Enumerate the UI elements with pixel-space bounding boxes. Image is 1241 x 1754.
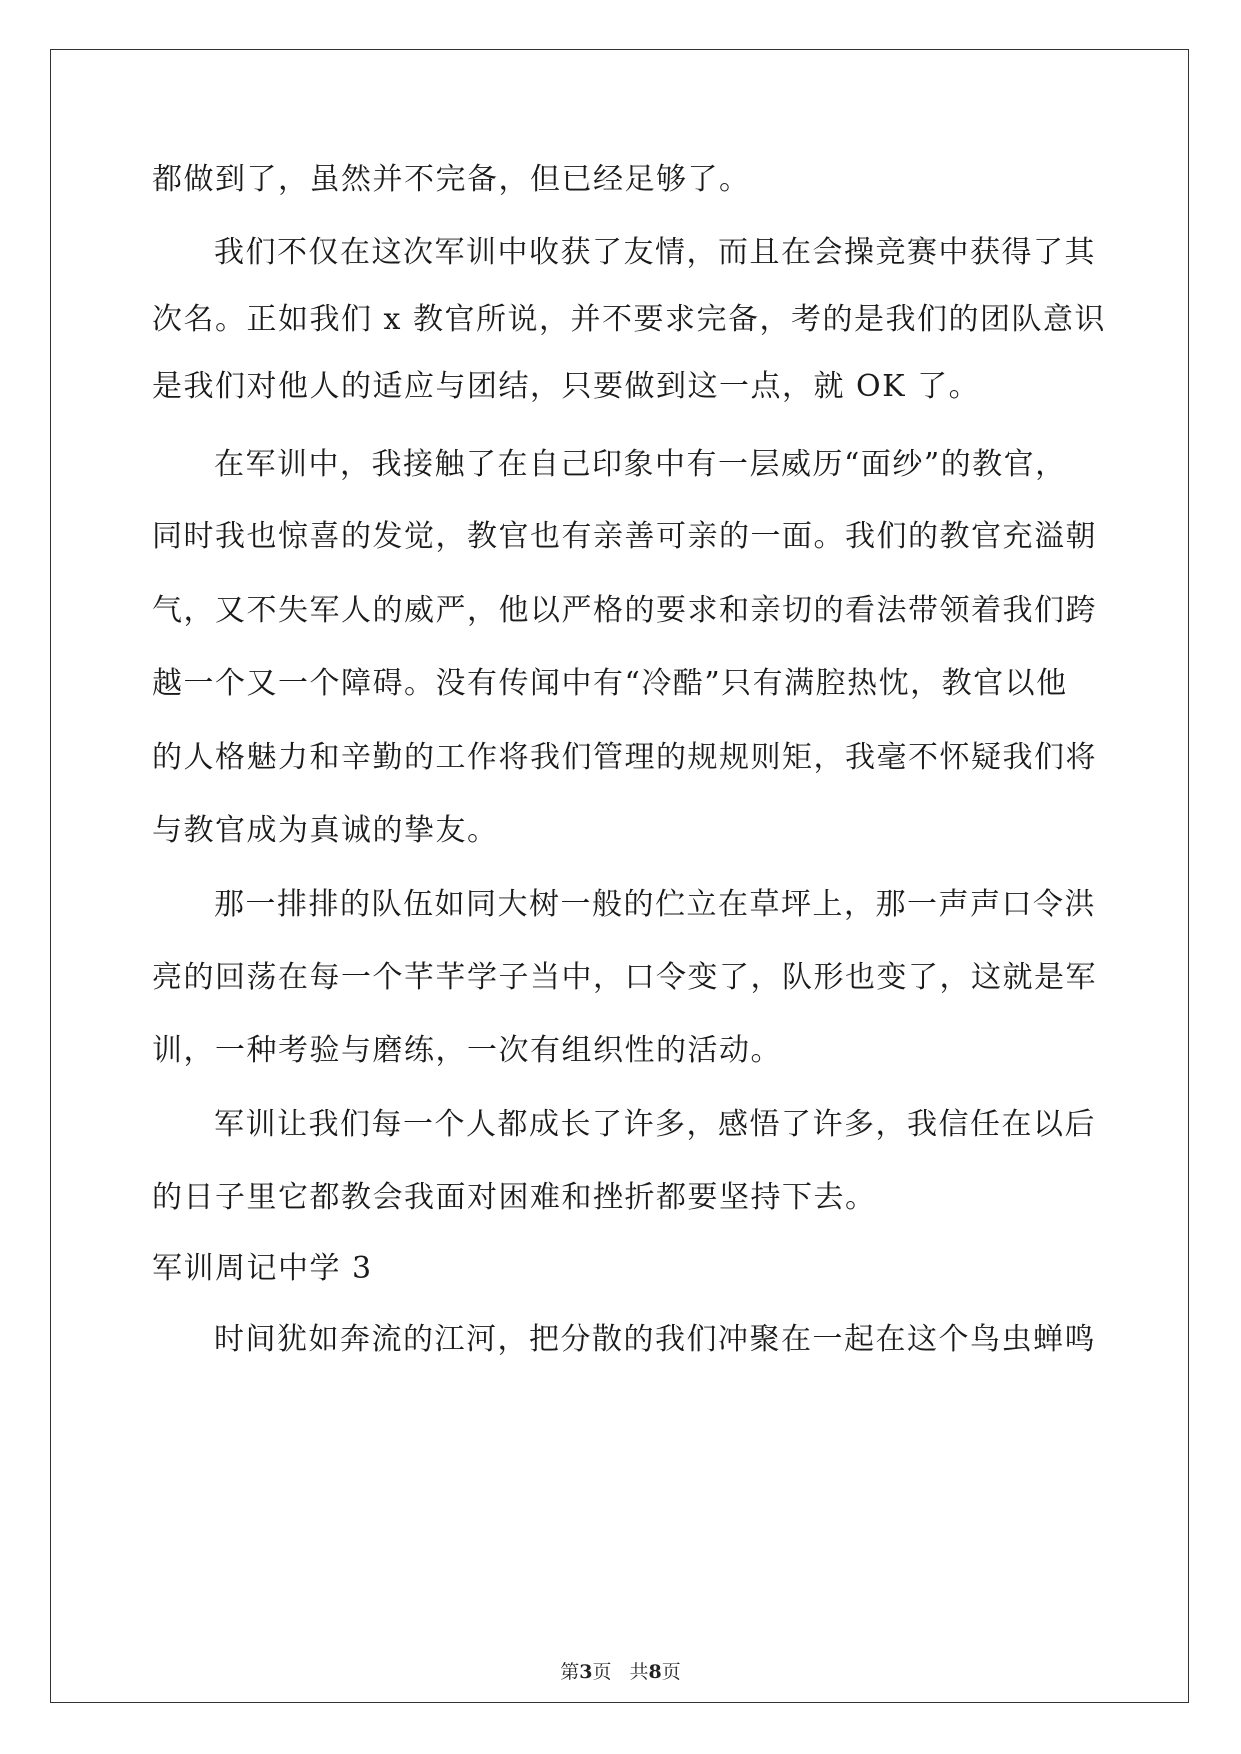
paragraph-first-line: 时间犹如奔流的江河，把分散的我们冲聚在一起在这个鸟虫蝉鸣 xyxy=(214,1322,1096,1357)
text-line: 是我们对他人的适应与团结，只要做到这一点，就 OK 了。 xyxy=(152,369,981,404)
paragraph-first-line: 在军训中，我接触了在自己印象中有一层威历“面纱”的教官， xyxy=(214,447,1067,482)
section-heading: 军训周记中学 3 xyxy=(152,1251,373,1286)
footer-page-unit: 页 xyxy=(592,1661,612,1683)
text-line: 训，一种考验与磨练，一次有组织性的活动。 xyxy=(152,1033,782,1068)
footer-total-pages: 8 xyxy=(648,1661,662,1683)
footer-total-prefix: 共 xyxy=(629,1661,649,1683)
text-line: 气，又不失军人的威严，他以严格的要求和亲切的看法带领着我们跨 xyxy=(152,593,1097,628)
text-line: 的日子里它都教会我面对困难和挫折都要坚持下去。 xyxy=(152,1180,877,1215)
page-footer xyxy=(0,1660,1241,1684)
text-line: 同时我也惊喜的发觉，教官也有亲善可亲的一面。我们的教官充溢朝 xyxy=(152,519,1097,554)
footer-page-number: 3 xyxy=(579,1661,593,1683)
paragraph-first-line: 我们不仅在这次军训中收获了友情，而且在会操竞赛中获得了其 xyxy=(214,235,1096,270)
paragraph-first-line: 军训让我们每一个人都成长了许多，感悟了许多，我信任在以后 xyxy=(214,1107,1096,1142)
footer-prefix: 第 xyxy=(560,1661,580,1683)
footer-total-unit: 页 xyxy=(661,1661,681,1683)
paragraph-first-line: 那一排排的队伍如同大树一般的伫立在草坪上，那一声声口令洪 xyxy=(214,887,1096,922)
text-line: 都做到了，虽然并不完备，但已经足够了。 xyxy=(152,162,751,197)
text-line: 次名。正如我们 x 教官所说，并不要求完备，考的是我们的团队意识 xyxy=(152,302,1106,337)
text-line: 与教官成为真诚的挚友。 xyxy=(152,813,499,848)
text-line: 越一个又一个障碍。没有传闻中有“冷酷”只有满腔热忱，教官以他 xyxy=(152,666,1068,701)
text-line: 的人格魅力和辛勤的工作将我们管理的规规则矩，我毫不怀疑我们将 xyxy=(152,740,1097,775)
page-border xyxy=(50,49,1189,1703)
text-line: 亮的回荡在每一个芊芊学子当中，口令变了，队形也变了，这就是军 xyxy=(152,960,1097,995)
